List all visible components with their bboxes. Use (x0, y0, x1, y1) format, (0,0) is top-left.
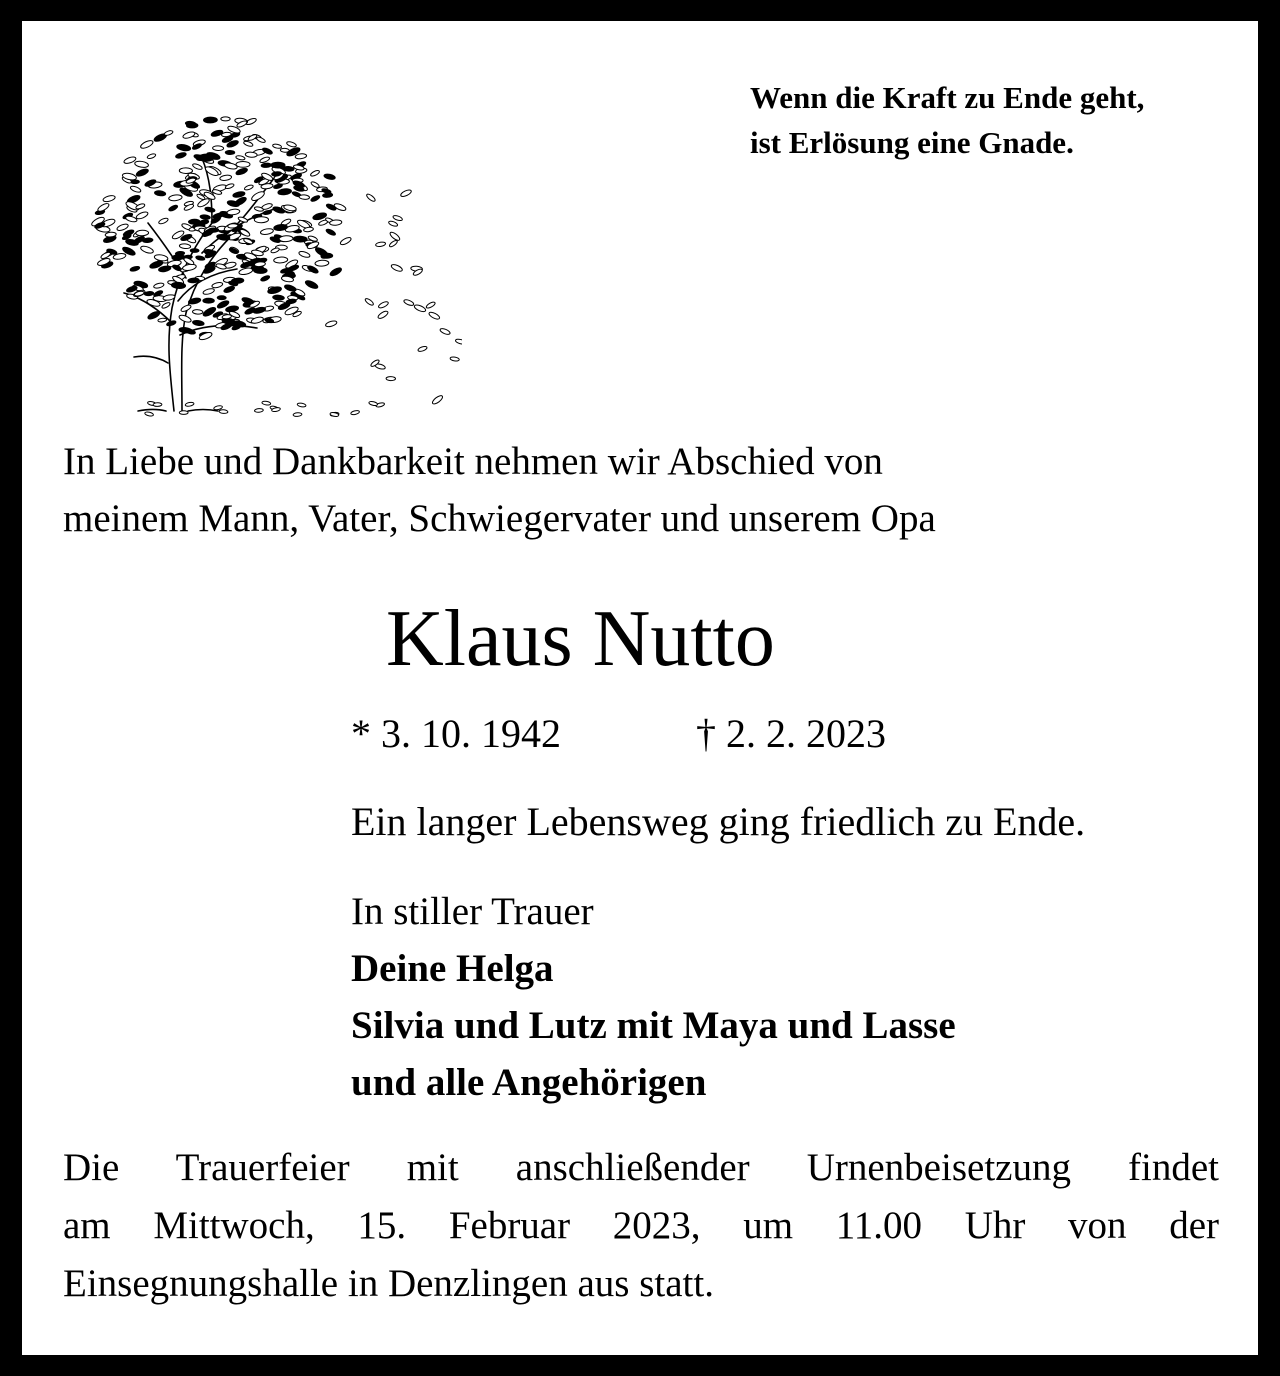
funeral-line-3: Einsegnungshalle in Denzlingen aus statt. (63, 1262, 714, 1305)
mourners-block (351, 883, 1241, 1111)
intro-text (63, 433, 1233, 547)
death-date: † 2. 2. 2023 (696, 711, 886, 756)
funeral-line-1: Die Trauerfeier mit anschließender Urnenbeisetzung findet (63, 1146, 1219, 1189)
deceased-name: Klaus Nutto (386, 595, 775, 683)
mourner-name: Silvia und Lutz mit Maya und Lasse (351, 1004, 956, 1047)
intro-line-2: meinem Mann, Vater, Schwiegervater und unserem Opa (63, 497, 936, 540)
obituary-card (22, 21, 1258, 1355)
mourners-intro: In stiller Trauer (351, 890, 594, 933)
motto-quote (750, 75, 1230, 165)
wind-blown-tree-icon (62, 73, 462, 423)
lifeline-text: Ein langer Lebensweg ging friedlich zu Ende. (351, 799, 1086, 844)
motto-line-1: Wenn die Kraft zu Ende geht, (750, 80, 1145, 115)
mourner-name: Deine Helga (351, 947, 554, 990)
motto-line-2: ist Erlösung eine Gnade. (750, 125, 1074, 160)
mourner-name: und alle Angehörigen (351, 1061, 707, 1104)
funeral-line-2: am Mittwoch, 15. Februar 2023, um 11.00 Uhr von der (63, 1204, 1219, 1247)
intro-line-1: In Liebe und Dankbarkeit nehmen wir Abschied von (63, 440, 883, 483)
birth-date: * 3. 10. 1942 (351, 711, 561, 756)
funeral-notice (63, 1139, 1219, 1313)
